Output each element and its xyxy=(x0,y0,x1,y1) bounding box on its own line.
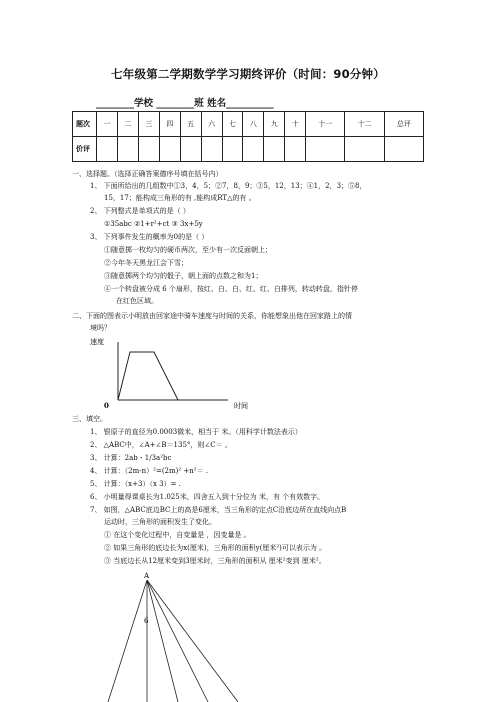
triangle-side xyxy=(147,580,178,702)
score-cell[interactable] xyxy=(180,137,201,162)
triangle-side xyxy=(147,580,208,702)
column-header: 二 xyxy=(117,112,138,137)
question-line: 在红色区域。 xyxy=(116,297,158,305)
speed-axis-label: 速度 xyxy=(90,338,104,346)
question-line: 3、 计算：2ab・1/3a²bc xyxy=(90,454,172,462)
score-cell[interactable] xyxy=(201,137,222,162)
score-cell[interactable] xyxy=(345,137,384,162)
score-cell[interactable] xyxy=(384,137,423,162)
question-line: 境吗？ xyxy=(90,324,111,332)
score-cell[interactable] xyxy=(285,137,306,162)
column-header: 四 xyxy=(159,112,180,137)
question-line: ①35abc ②1+r²+ct ③ 3x+5y xyxy=(104,220,203,228)
score-cell[interactable] xyxy=(97,137,118,162)
triangle-side xyxy=(147,580,238,702)
table-row xyxy=(73,112,424,137)
question-line: ②今年冬天黑龙江会下雪； xyxy=(104,259,188,267)
question-line: ③随意掷两个均匀的骰子，朝上面的点数之和为1； xyxy=(104,272,263,280)
question-line: 3、 下列事件发生的概率为0的是（ ） xyxy=(90,233,209,241)
question-line: ② 如果三角形的底边长为x(厘米)，三角形的面积y(厘米²)可以表示为 。 xyxy=(104,544,327,552)
column-header: 十二 xyxy=(345,112,384,137)
question-line: ①随意掷一枚均匀的硬币两次，至少有一次反面朝上； xyxy=(104,246,272,254)
question-line: ④一个转盘被分成 6 个扇形，按红、白、白、红、红、白排列，转动转盘，指针停 xyxy=(104,285,358,293)
column-header: 五 xyxy=(180,112,201,137)
row-header-question: 题次 xyxy=(73,112,97,137)
score-cell[interactable] xyxy=(243,137,264,162)
exam-title: 七年级第二学期数学学习期终评价（时间：90分钟） xyxy=(111,67,385,81)
section-3-heading: 三、填空。 xyxy=(72,415,107,423)
question-line: 2、 下列整式是单项式的是（ ） xyxy=(90,207,190,215)
question-line: 1、 银原子的直径为0.0003微米，相当于 米。（用科学计数法表示） xyxy=(90,428,302,436)
question-line: 2、 △ABC中，∠A+∠B＝135°，则∠C＝ 。 xyxy=(90,441,232,449)
triangle-figure xyxy=(100,568,260,702)
height-label: 6 xyxy=(144,617,149,625)
score-cell[interactable] xyxy=(159,137,180,162)
score-cell[interactable] xyxy=(264,137,285,162)
column-header: 八 xyxy=(243,112,264,137)
column-header: 十一 xyxy=(306,112,345,137)
section-2-heading: 二、下面的图表示小明放由回家途中骑车速度与时间的关系，你能想象出他在回家路上的情 xyxy=(72,312,352,320)
triangle-side xyxy=(108,580,147,702)
speed-curve xyxy=(118,352,178,400)
score-cell[interactable] xyxy=(306,137,345,162)
question-line: ① 在这个变化过程中，自变量是 ，因变量是 。 xyxy=(104,531,251,539)
column-header: 三 xyxy=(138,112,159,137)
row-header-score: 价评 xyxy=(73,137,97,162)
table-row xyxy=(73,137,424,162)
question-line: 4、 计算：（2m-n）²=(2m)² +n²＝ . xyxy=(90,467,209,475)
question-line: 7、 如图，△ABC底边BC上的高是6厘米，当三角形的定点C沿底边所在直线向点B xyxy=(90,506,347,514)
question-line: 6、 小明量得课桌长为1.025米，四舍五入到十分位为 米，有 个有效数字。 xyxy=(90,493,325,501)
question-line: 5、 计算：（x+3）（x 3）= . xyxy=(90,480,181,488)
column-header: 十 xyxy=(285,112,306,137)
column-header: 六 xyxy=(201,112,222,137)
score-cell[interactable] xyxy=(117,137,138,162)
speed-time-graph xyxy=(88,336,258,412)
score-table xyxy=(72,111,424,162)
vertex-a-label: A xyxy=(144,572,150,580)
column-header: 总评 xyxy=(384,112,423,137)
school-class-name-line: ________学校 ________班 姓名__________ xyxy=(96,98,274,109)
question-line: 1、 下面所给出的几组数中①3，4，5；②7，8，9；③5，12，13；④1，2，3；⑤8， xyxy=(90,182,367,190)
question-line: 运动时，三角形的面积发生了变化。 xyxy=(104,518,216,526)
question-line: ③ 当底边长从12厘米变到3厘米时，三角形的面积从 厘米²变到 厘米²。 xyxy=(104,557,326,565)
question-line: 15，17；能构成三角形的有 ,能构成RT△的有 。 xyxy=(104,194,256,202)
column-header: 九 xyxy=(264,112,285,137)
origin-label: 0 xyxy=(104,401,109,410)
column-header: 一 xyxy=(97,112,118,137)
column-header: 七 xyxy=(222,112,243,137)
score-cell[interactable] xyxy=(222,137,243,162)
section-1-heading: 一、选择题。（选择正确答案德序号填在括号内） xyxy=(72,170,223,178)
time-axis-label: 时间 xyxy=(234,402,248,410)
score-cell[interactable] xyxy=(138,137,159,162)
